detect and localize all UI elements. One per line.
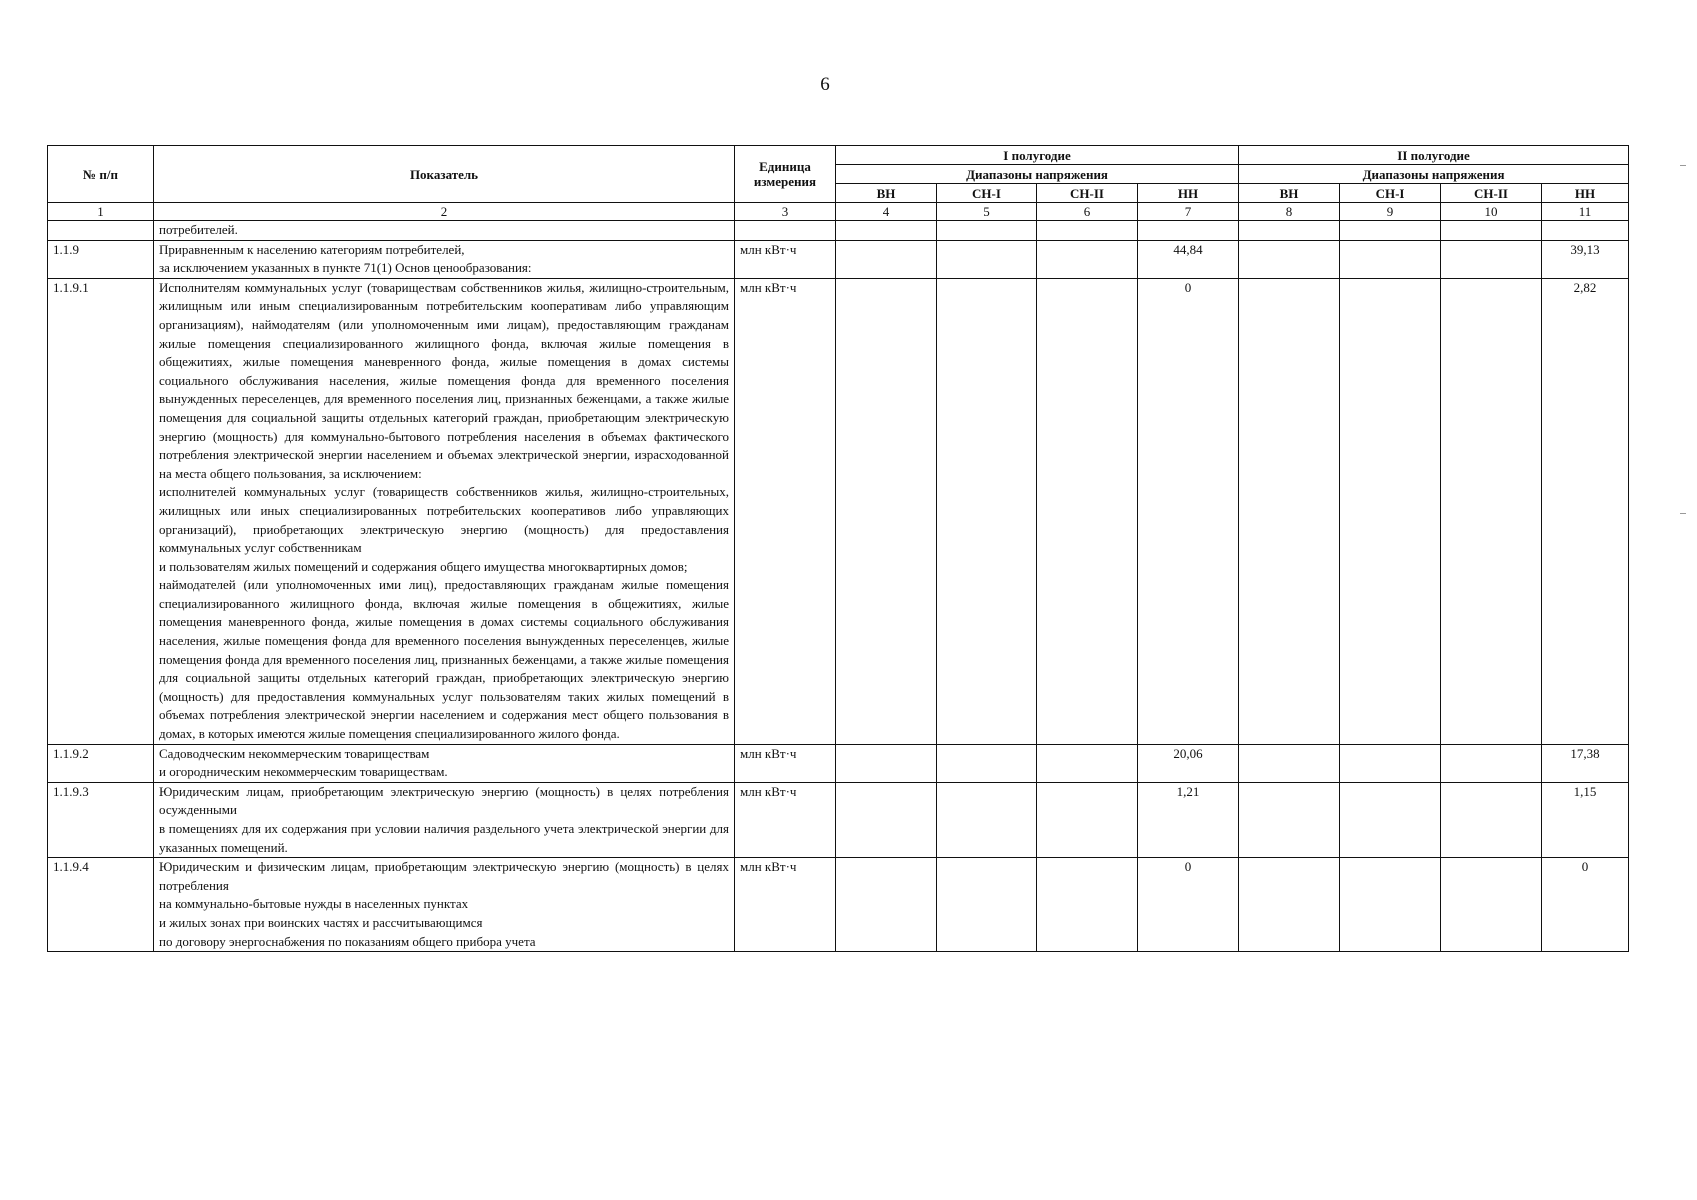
- value-cell: 2,82: [1542, 278, 1629, 744]
- value-cell: [1037, 221, 1138, 241]
- value-cell: [1239, 221, 1340, 241]
- value-cell: [1138, 221, 1239, 241]
- row-number: 1.1.9.4: [48, 858, 154, 952]
- row-number: [48, 221, 154, 241]
- header-level-sn1-2: СН-I: [1340, 184, 1441, 203]
- header-level-nn-1: НН: [1138, 184, 1239, 203]
- column-number: 2: [154, 203, 735, 221]
- row-unit: млн кВт·ч: [735, 278, 836, 744]
- table-row: [48, 858, 1629, 952]
- column-number: 9: [1340, 203, 1441, 221]
- row-unit: млн кВт·ч: [735, 240, 836, 278]
- value-cell: 0: [1138, 278, 1239, 744]
- column-number: 3: [735, 203, 836, 221]
- row-indicator: Исполнителям коммунальных услуг (товариществам собственников жилья, жилищно-строительным, жилищным или иным специализированным потребительским кооперативам либо управляющим организациям), наймодателям (или уполномоченным ими лицам), предоставляющим гражданам жилые помещения специализированного жилищного фонда, включая жилые помещения в общежитиях, жилые помещения маневренного фонда, жилые помещения в домах системы социального обслуживания населения, жилые помещения фонда для временного поселения вынужденных переселенцев, для временного поселения лиц, признанных беженцами, а также жилые помещения для социальной защиты отдельных категорий граждан, приобретающим электрическую энергию (мощность) для коммунально-бытового потребления населения в объемах фактического потребления электрической энергии населением и объемах электрической энергии, израсходованной на места общего пользования, за исключением: исполнителей коммунальных услуг (товариществ собственников жилья, жилищно-строительных, жилищных или иных специализированных потребительских кооперативов либо управляющих организаций), приобретающих электрическую энергию (мощность) для предоставления коммунальных услуг собственникам и пользователям жилых помещений и содержания общего имущества многоквартирных домов; наймодателей (или уполномоченных ими лиц), предоставляющих гражданам жилые помещения специализированного жилищного фонда, включая жилые помещения в общежитиях, жилые помещения маневренного фонда, жилые помещения в домах системы социального обслуживания населения, жилые помещения фонда для временного поселения вынужденных переселенцев, жилые помещения фонда для временного поселения лиц, признанных беженцами, а также жилые помещения для социальной защиты отдельных категорий граждан, приобретающих электрическую энергию (мощность) для предоставления коммунальных услуг пользователям таких жилых помещений в объемах потребления электрической энергии населением и содержания мест общего пользования в домах, в которых имеются жилые помещения специализированного жилого фонда.: [154, 278, 735, 744]
- value-cell: 0: [1542, 858, 1629, 952]
- value-cell: [1037, 278, 1138, 744]
- row-indicator: Юридическим лицам, приобретающим электрическую энергию (мощность) в целях потребления осужденными в помещениях для их содержания при условии наличия раздельного учета электрической энергии для указанных помещений.: [154, 782, 735, 857]
- value-cell: [937, 221, 1037, 241]
- row-indicator: Приравненным к населению категориям потребителей, за исключением указанных в пункте 71(1) Основ ценообразования:: [154, 240, 735, 278]
- value-cell: [1441, 240, 1542, 278]
- header-level-sn2-1: СН-II: [1037, 184, 1138, 203]
- value-cell: [937, 858, 1037, 952]
- header-level-vn-2: ВН: [1239, 184, 1340, 203]
- value-cell: [1340, 858, 1441, 952]
- value-cell: [937, 782, 1037, 857]
- header-voltage-ranges-2: Диапазоны напряжения: [1239, 165, 1629, 184]
- value-cell: [937, 240, 1037, 278]
- value-cell: [1239, 278, 1340, 744]
- value-cell: [1037, 858, 1138, 952]
- value-cell: [1340, 240, 1441, 278]
- value-cell: 20,06: [1138, 744, 1239, 782]
- row-unit: млн кВт·ч: [735, 858, 836, 952]
- value-cell: [1340, 744, 1441, 782]
- row-number: 1.1.9.1: [48, 278, 154, 744]
- value-cell: [937, 744, 1037, 782]
- value-cell: [836, 858, 937, 952]
- row-indicator: Садоводческим некоммерческим товариществам и огородническим некоммерческим товариществам.: [154, 744, 735, 782]
- table-row: [48, 240, 1629, 278]
- column-number: 8: [1239, 203, 1340, 221]
- header-half-1: I полугодие: [836, 146, 1239, 165]
- column-number: 7: [1138, 203, 1239, 221]
- value-cell: [1441, 782, 1542, 857]
- value-cell: [1441, 278, 1542, 744]
- value-cell: [937, 278, 1037, 744]
- tariff-balance-table: [47, 145, 1629, 952]
- value-cell: [1037, 782, 1138, 857]
- header-level-sn2-2: СН-II: [1441, 184, 1542, 203]
- header-indicator: Показатель: [154, 146, 735, 203]
- column-number: 5: [937, 203, 1037, 221]
- row-number: 1.1.9: [48, 240, 154, 278]
- value-cell: [1239, 782, 1340, 857]
- row-number: 1.1.9.3: [48, 782, 154, 857]
- value-cell: [1239, 744, 1340, 782]
- value-cell: 17,38: [1542, 744, 1629, 782]
- value-cell: [836, 221, 937, 241]
- value-cell: [1542, 221, 1629, 241]
- value-cell: [1340, 221, 1441, 241]
- scan-mark: [1680, 513, 1686, 514]
- value-cell: 1,21: [1138, 782, 1239, 857]
- column-number: 4: [836, 203, 937, 221]
- value-cell: [1239, 240, 1340, 278]
- value-cell: 39,13: [1542, 240, 1629, 278]
- row-indicator: потребителей.: [154, 221, 735, 241]
- column-numbers-row: [48, 203, 1629, 221]
- value-cell: [1340, 278, 1441, 744]
- value-cell: [1340, 782, 1441, 857]
- header-unit: Единица измерения: [735, 146, 836, 203]
- row-unit: млн кВт·ч: [735, 782, 836, 857]
- table-row: [48, 744, 1629, 782]
- header-half-2: II полугодие: [1239, 146, 1629, 165]
- row-number: 1.1.9.2: [48, 744, 154, 782]
- value-cell: [836, 782, 937, 857]
- header-row-number: № п/п: [48, 146, 154, 203]
- value-cell: [836, 278, 937, 744]
- value-cell: [1441, 858, 1542, 952]
- value-cell: 0: [1138, 858, 1239, 952]
- value-cell: 1,15: [1542, 782, 1629, 857]
- value-cell: [1239, 858, 1340, 952]
- value-cell: [1037, 240, 1138, 278]
- header-voltage-ranges-1: Диапазоны напряжения: [836, 165, 1239, 184]
- table-row: [48, 782, 1629, 857]
- row-unit: млн кВт·ч: [735, 744, 836, 782]
- value-cell: 44,84: [1138, 240, 1239, 278]
- row-indicator: Юридическим и физическим лицам, приобретающим электрическую энергию (мощность) в целях потребления на коммунально-бытовые нужды в населенных пунктах и жилых зонах при воинских частях и рассчитывающимся по договору энергоснабжения по показаниям общего прибора учета: [154, 858, 735, 952]
- column-number: 11: [1542, 203, 1629, 221]
- row-unit: [735, 221, 836, 241]
- table-row: [48, 221, 1629, 241]
- value-cell: [1441, 221, 1542, 241]
- header-level-vn-1: ВН: [836, 184, 937, 203]
- scan-mark: [1680, 165, 1686, 166]
- header-level-sn1-1: СН-I: [937, 184, 1037, 203]
- page-number: 6: [820, 74, 830, 95]
- value-cell: [836, 240, 937, 278]
- value-cell: [1037, 744, 1138, 782]
- column-number: 10: [1441, 203, 1542, 221]
- header-level-nn-2: НН: [1542, 184, 1629, 203]
- column-number: 6: [1037, 203, 1138, 221]
- value-cell: [1441, 744, 1542, 782]
- value-cell: [836, 744, 937, 782]
- table-row: [48, 278, 1629, 744]
- column-number: 1: [48, 203, 154, 221]
